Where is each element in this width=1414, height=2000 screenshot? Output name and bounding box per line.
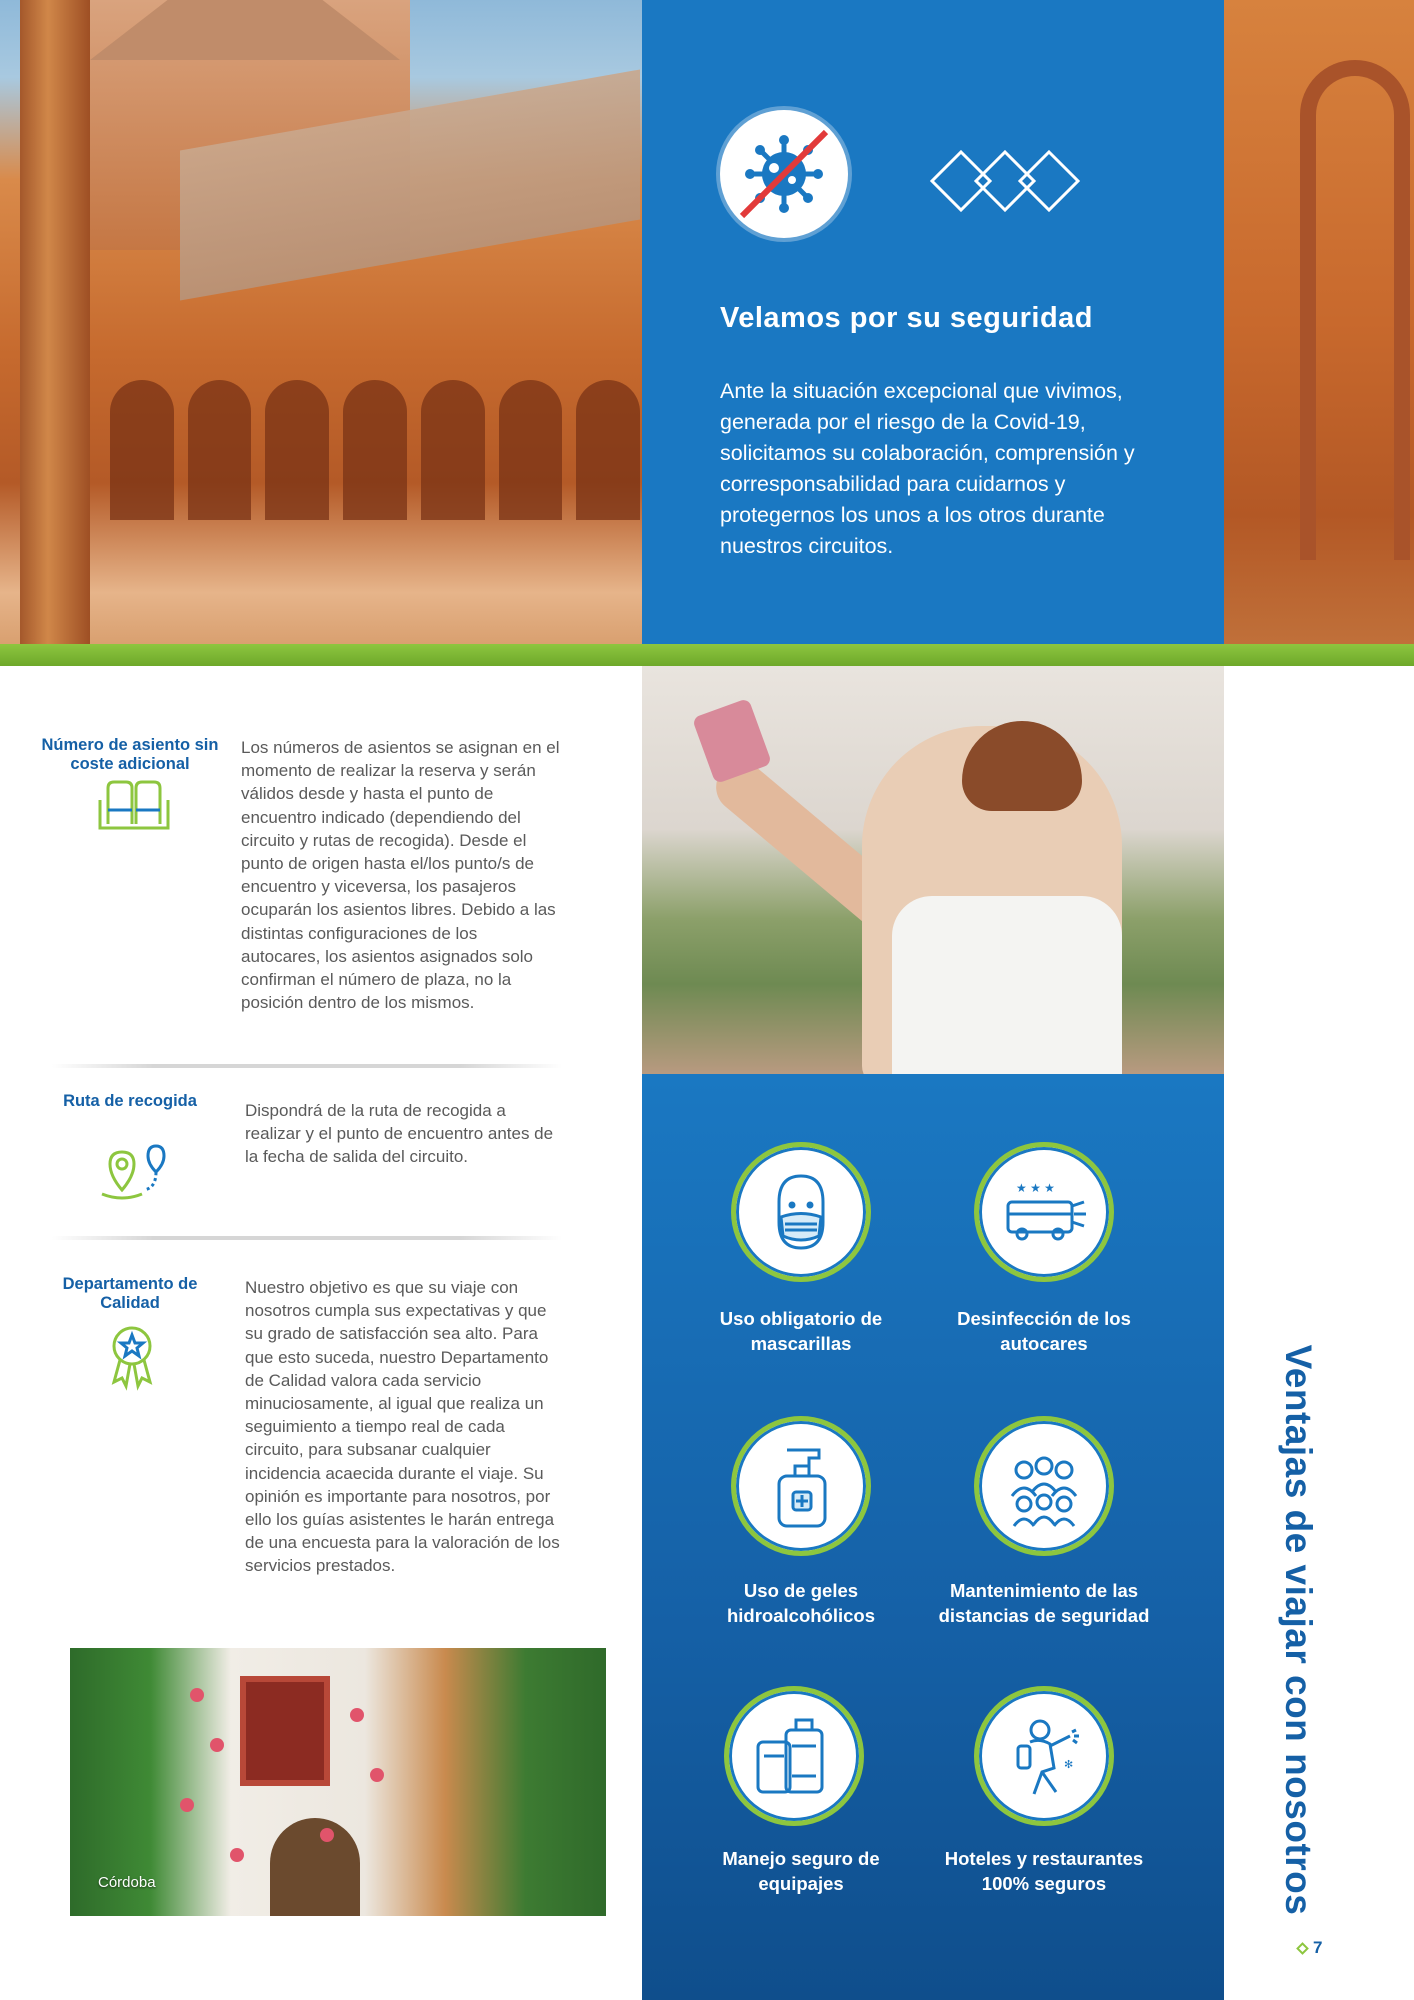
green-divider-bar [0,644,1414,666]
benefit-text-route: Dispondrá de la ruta de recogida a realizar y el punto de encuentro antes de la fecha de salida del circuito. [245,1101,554,1167]
benefit-text-seat: Los números de asientos se asignan en el momento de realizar la reserva y serán válidos desde y hasta el punto de encuentro indicado (dependiendo del circuito y rutas de recogida). Desde el punto de origen hasta el/los punto/s de encuentro y viceversa, los pasajeros ocuparán los asientos libres. Debido a las distintas configuraciones de los autocares, los asientos asignados solo confirman el número de plaza, no la posición dentro de los mismos. [241,738,560,1013]
luggage-icon [724,1686,864,1826]
benefit-title-quality: Departamento de Calidad [62,1275,198,1312]
security-text: Ante la situación excepcional que vivimos, generada por el riesgo de la Covid-19, solicitamos su colaboración, comprensión y corresponsabilidad para cuidarnos y protegernos los unos a los otros durante nuestros circuitos. [720,379,1135,558]
section-side-title: Ventajas de viajar con nosotros [1278,1344,1319,1916]
photo-cordoba-patio [70,1648,606,1916]
bus-disinfection-icon [974,1142,1114,1282]
seats-icon [94,776,174,846]
feature-label-distance: Mantenimiento de las distancias de seguridad [938,1580,1150,1626]
feature-label-luggage: Manejo seguro de equipajes [722,1848,880,1894]
feature-label-bus: Desinfección de los autocares [957,1308,1131,1354]
face-mask-icon [731,1142,871,1282]
svg-text:✻: ✻ [1064,1759,1074,1771]
benefit-title-route: Ruta de recogida [63,1092,197,1110]
svg-text:★ ★ ★: ★ ★ ★ [1016,1181,1055,1195]
divider [52,1236,562,1240]
photo-caption: Córdoba [98,1874,156,1891]
route-pin-icon [90,1140,170,1210]
divider [52,1064,562,1068]
feature-label-hotels: Hoteles y restaurantes 100% seguros [944,1848,1144,1894]
security-title: Velamos por su seguridad [720,302,1093,334]
no-virus-icon [720,110,848,238]
benefit-title-seat: Número de asiento sin coste adicional [41,736,219,773]
quality-badge-icon [92,1322,172,1392]
photo-building-sevilla [0,0,642,644]
page-number: 7 [1298,1938,1322,1958]
feature-label-mask: Uso obligatorio de mascarillas [719,1308,883,1354]
diamond-icon [1296,1942,1309,1955]
photo-woman-selfie [642,666,1224,1074]
feature-label-gel: Uso de geles hidroalcohólicos [726,1580,876,1626]
sanitizer-gel-icon [731,1416,871,1556]
benefit-text-quality: Nuestro objetivo es que su viaje con nosotros cumpla sus expectativas y que su grado de satisfacción sea alto. Para que esto suceda, nuestro Departamento de Calidad valora cada servicio minuciosamente, al igual que realiza un seguimiento a tiempo real de cada circuito, para subsanar cualquier incidencia acaecida durante el viaje. Su opinión es importante para nosotros, por ello los guías asistentes le harán entrega de una encuesta para la valoración de los servicios prestados. [245,1278,560,1576]
cleaning-staff-icon [974,1686,1114,1826]
people-distance-icon [974,1416,1114,1556]
diamonds-logo-icon [930,150,1080,212]
